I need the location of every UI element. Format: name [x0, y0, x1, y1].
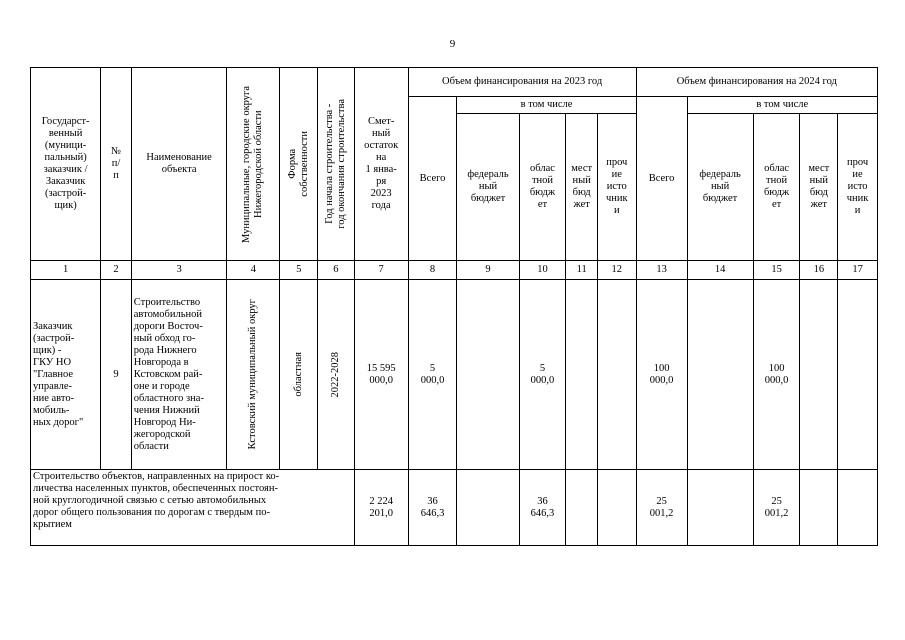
- column-number: 8: [408, 261, 457, 280]
- row-summary-regional-2024: 25 001,2: [753, 470, 800, 546]
- row-local-2023: [566, 280, 598, 470]
- column-number: 5: [280, 261, 318, 280]
- header-customer: Государст- венный (муници- пальный) заказчик / Заказчик (застрой- щик): [31, 68, 101, 261]
- row-other-2023: [597, 280, 636, 470]
- row-summary-local-2024: [800, 470, 838, 546]
- row-object-name: Строительство автомобильной дороги Восточ- ный обход го- рода Нижнего Новгорода в Кстовском рай- оне и городе областного зна- чения Нижний Новгород Ни- жегородской области: [131, 280, 227, 470]
- column-number: 3: [131, 261, 227, 280]
- row-summary-description: Строительство объектов, направленных на прирост ко- личества населенных пунктов, обеспеченных постоян- ной круглогодичной связью с сетью автомобильных дорог общего пользования по дорогам с твердым по- крытием: [31, 470, 355, 546]
- header-municipality: Муниципальные, городские округа Нижегородской области: [227, 68, 280, 261]
- header-ownership: Форма собственности: [280, 68, 318, 261]
- row-summary-regional-2023: 36 646,3: [519, 470, 566, 546]
- header-including-2023: в том числе: [457, 97, 636, 114]
- header-other-2024: проч ие исто чник и: [838, 114, 878, 261]
- column-number: 2: [101, 261, 132, 280]
- row-customer: Заказчик (застрой- щик) - ГКУ НО "Главное управле- ние авто- мобиль- ных дорог": [31, 280, 101, 470]
- column-number: 1: [31, 261, 101, 280]
- column-number: 15: [753, 261, 800, 280]
- header-local-2023: мест ный бюд жет: [566, 114, 598, 261]
- row-summary-other-2024: [838, 470, 878, 546]
- row-summary-federal-2024: [687, 470, 753, 546]
- financing-table: [30, 67, 878, 546]
- row-ownership: областная: [280, 280, 318, 470]
- row-local-2024: [800, 280, 838, 470]
- row-regional-2024: 100 000,0: [753, 280, 800, 470]
- row-municipality: Кстовский муниципальный округ: [227, 280, 280, 470]
- row-summary-federal-2023: [457, 470, 519, 546]
- header-regional-2024: облас тной бюдж ет: [753, 114, 800, 261]
- page-number: 9: [449, 38, 456, 50]
- header-federal-2023: федераль ный бюджет: [457, 114, 519, 261]
- row-federal-2023: [457, 280, 519, 470]
- row-num: 9: [101, 280, 132, 470]
- row-summary-total-2023: 36 646,3: [408, 470, 457, 546]
- column-number: 4: [227, 261, 280, 280]
- header-including-2024: в том числе: [687, 97, 877, 114]
- header-federal-2024: федераль ный бюджет: [687, 114, 753, 261]
- header-years: Год начала строительства - год окончания строительства: [318, 68, 355, 261]
- column-number: 13: [636, 261, 687, 280]
- header-estimated-balance: Смет- ный остаток на 1 янва- ря 2023 года: [354, 68, 408, 261]
- header-fin-2023: Объем финансирования на 2023 год: [408, 68, 636, 97]
- row-summary-other-2023: [597, 470, 636, 546]
- header-total-2024: Всего: [636, 97, 687, 261]
- column-number: 11: [566, 261, 598, 280]
- column-number: 9: [457, 261, 519, 280]
- column-number: 14: [687, 261, 753, 280]
- header-object-name: Наименование объекта: [131, 68, 227, 261]
- row-summary-estimated-balance: 2 224 201,0: [354, 470, 408, 546]
- row-total-2023: 5 000,0: [408, 280, 457, 470]
- row-total-2024: 100 000,0: [636, 280, 687, 470]
- column-number: 7: [354, 261, 408, 280]
- header-total-2023: Всего: [408, 97, 457, 261]
- row-years: 2022-2028: [318, 280, 355, 470]
- column-number: 10: [519, 261, 566, 280]
- column-number: 16: [800, 261, 838, 280]
- header-fin-2024: Объем финансирования на 2024 год: [636, 68, 877, 97]
- row-other-2024: [838, 280, 878, 470]
- row-federal-2024: [687, 280, 753, 470]
- column-number-row: [31, 261, 878, 280]
- row-regional-2023: 5 000,0: [519, 280, 566, 470]
- table-row: [31, 280, 878, 470]
- header-num: № п/ п: [101, 68, 132, 261]
- column-number: 17: [838, 261, 878, 280]
- header-regional-2023: облас тной бюдж ет: [519, 114, 566, 261]
- row-estimated-balance: 15 595 000,0: [354, 280, 408, 470]
- header-local-2024: мест ный бюд жет: [800, 114, 838, 261]
- column-number: 6: [318, 261, 355, 280]
- row-summary-total-2024: 25 001,2: [636, 470, 687, 546]
- table-row: [31, 470, 878, 546]
- row-summary-local-2023: [566, 470, 598, 546]
- column-number: 12: [597, 261, 636, 280]
- header-other-2023: проч ие исто чник и: [597, 114, 636, 261]
